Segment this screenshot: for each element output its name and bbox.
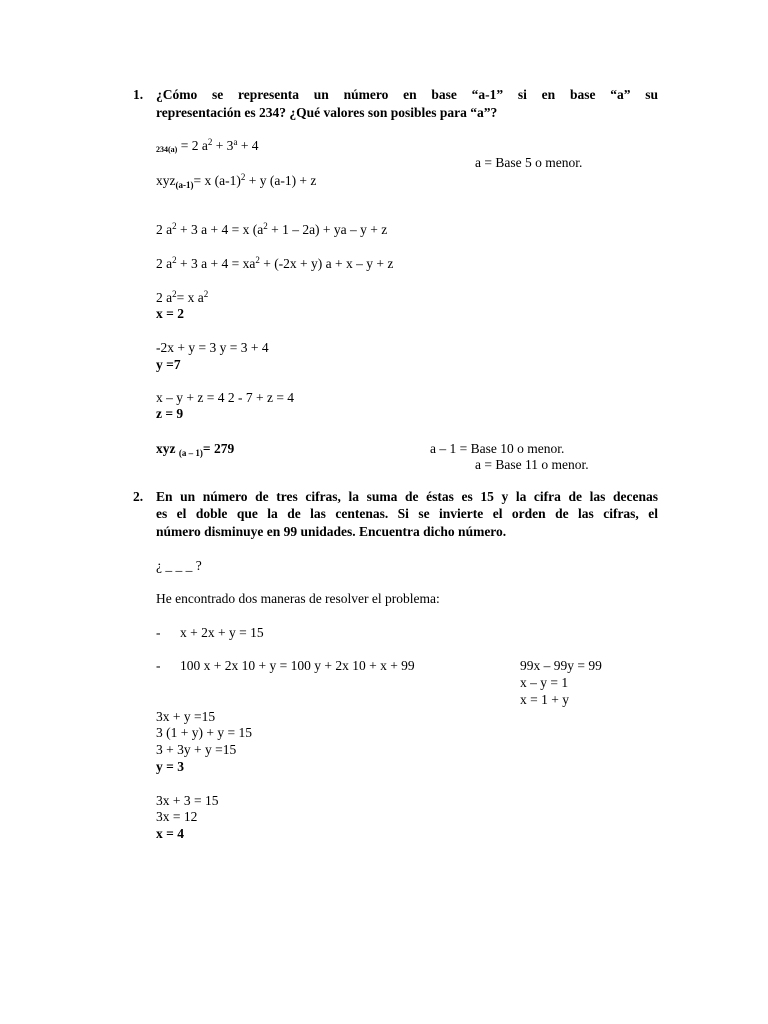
y-result-2: y = 3 (156, 759, 184, 774)
question-2-line-2: es el doble que la de las centenas. Si se invierte el orden de las cifras, el (156, 506, 658, 521)
side-equation-3: x = 1 + y (520, 692, 569, 707)
step-3: 3 + 3y + y =15 (156, 742, 237, 757)
way-2-equation: 100 x + 2x 10 + y = 100 y + 2x 10 + x + 99 (180, 658, 415, 673)
equation-3: 2 $a^2 + 3$ a + 4 = x $(a^2 + 1 - 2a)$ + ya – y + z (156, 221, 388, 237)
step-4: 3x + 3 = 15 (156, 793, 219, 808)
equation-4: 2 $a^2 + 3$ $a + 4 = xa^2 + (-2x + y) a + x - y + z$ (156, 255, 394, 271)
final-result-xyz: xyz $_{(a - 1)}$= 279 (156, 441, 235, 458)
blank-answer: ¿ _ _ _ ? (156, 558, 202, 573)
x-result-1: x = 2 (156, 306, 184, 321)
question-1-number: 1. (133, 87, 144, 102)
question-2-line-3: número disminuye en 99 unidades. Encuentra dicho número. (156, 524, 507, 539)
bullet-1: - (156, 625, 161, 640)
z-result-1: z = 9 (156, 406, 184, 421)
step-5: 3x = 12 (156, 809, 198, 824)
way-1-equation: x + 2x + y = 15 (180, 625, 264, 640)
side-equation-2: x – y = 1 (520, 675, 569, 690)
expression-234a: 234(a) = 2 $a^2 + 3^a + 4$ (156, 137, 259, 154)
question-2-number: 2. (133, 489, 144, 504)
bullet-2: - (156, 658, 161, 673)
equation-5: 2 $a^2= x$ $a^2$ (156, 289, 209, 305)
y-result-1: y =7 (156, 357, 181, 372)
intro-text: He encontrado dos maneras de resolver el problema: (156, 591, 440, 606)
x-result-2: x = 4 (156, 826, 184, 841)
question-1-line-1: ¿Cómo se representa un número en base “a-1” si en base “a” su (156, 87, 658, 102)
note-base-10: a – 1 = Base 10 o menor. (430, 441, 565, 456)
side-equation-1: 99x – 99y = 99 (520, 658, 602, 673)
note-base-5: a = Base 5 o menor. (475, 155, 583, 170)
question-2-line-1: En un número de tres cifras, la suma de éstas es 15 y la cifra de las decenas (156, 489, 658, 504)
expression-xyz: xyz$_{(a-1)}$= x $(a-1)^2 + y$ (a-1) + z (156, 172, 317, 190)
equation-6: -2x + y = 3 y = 3 + 4 (156, 340, 269, 355)
question-1-line-2: representación es 234? ¿Qué valores son posibles para “a”? (156, 105, 498, 120)
note-base-11: a = Base 11 o menor. (475, 457, 589, 472)
equation-7: x – y + z = 4 2 - 7 + z = 4 (156, 390, 295, 405)
step-2: 3 (1 + y) + y = 15 (156, 725, 252, 740)
step-1: 3x + y =15 (156, 709, 216, 724)
